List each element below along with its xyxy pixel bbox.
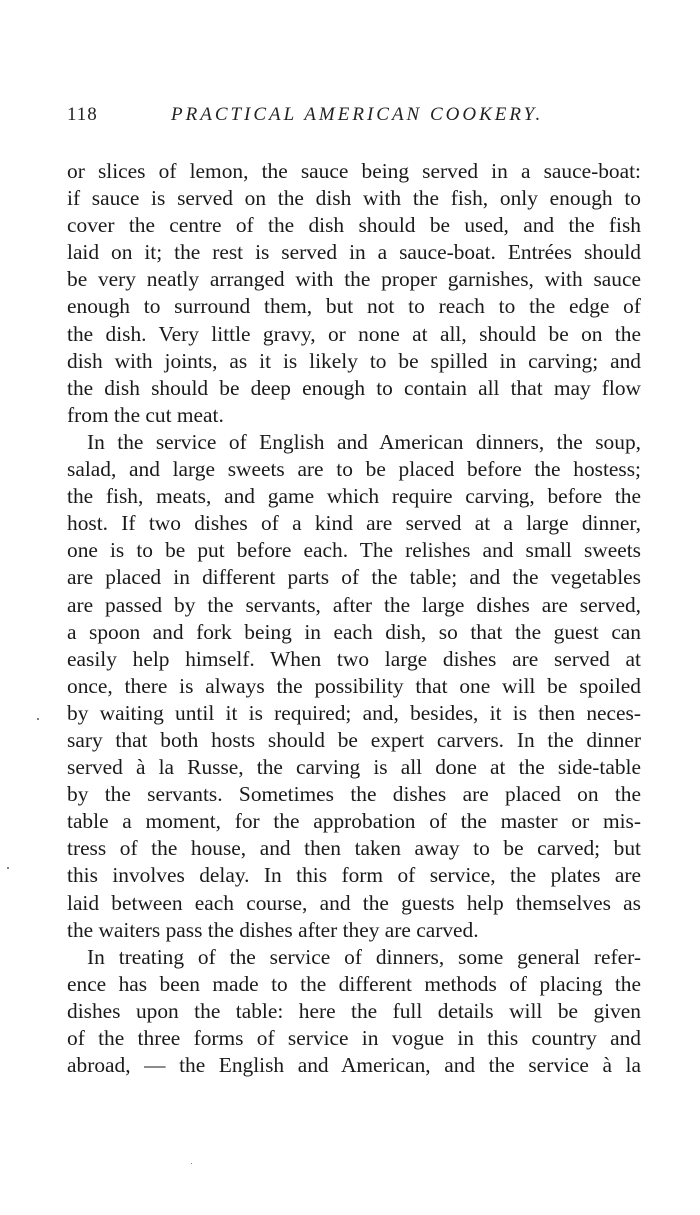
text-line: one is to be put before each. The relishes and small sweets [67,538,641,563]
text-line: ence has been made to the different methods of placing the [67,971,641,996]
text-line: host. If two dishes of a kind are served at a large dinner, [67,511,641,536]
text-line: cover the centre of the dish should be used, and the fish [67,213,641,238]
text-line: the dish. Very little gravy, or none at all, should be on the [67,321,641,346]
body-text [67,158,641,1079]
running-head [67,104,641,132]
text-line: the waiters pass the dishes after they are carved. [67,917,479,942]
text-line: this involves delay. In this form of service, the plates are [67,863,641,888]
book-page [67,104,641,1079]
text-line: dishes upon the table: here the full details will be given [67,998,641,1023]
text-line: from the cut meat. [67,402,224,427]
text-line: if sauce is served on the dish with the fish, only enough to [67,186,641,211]
text-line: laid on it; the rest is served in a sauce-boat. Entrées should [67,240,641,265]
text-line: table a moment, for the approbation of the master or mis- [67,809,641,834]
text-line: of the three forms of service in vogue in this country and [67,1026,641,1050]
text-line: are placed in different parts of the table; and the vegetables [67,565,641,590]
text-line: abroad, — the English and American, and the service à la [67,1053,641,1078]
margin-speck [7,867,9,869]
margin-speck [191,1163,192,1164]
text-line: once, there is always the possibility that one will be spoiled [67,673,641,698]
text-line: easily help himself. When two large dishes are served at [67,646,641,671]
text-line: In the service of English and American dinners, the soup, [87,429,641,454]
text-line: laid between each course, and the guests help themselves as [67,890,641,915]
text-line: by waiting until it is required; and, besides, it is then neces- [67,700,641,725]
text-line: salad, and large sweets are to be placed before the hostess; [67,457,641,482]
text-line: tress of the house, and then taken away to be carved; but [67,836,641,861]
page-number: 118 [67,104,98,125]
text-line: dish with joints, as it is likely to be spilled in carving; and [67,348,641,373]
margin-speck [37,718,39,720]
text-line: served à la Russe, the carving is all done at the side-table [67,755,641,780]
text-line: In treating of the service of dinners, some general refer- [87,944,641,969]
text-line: a spoon and fork being in each dish, so that the guest can [67,619,641,644]
text-line: enough to surround them, but not to reach to the edge of [67,294,641,319]
text-line: or slices of lemon, the sauce being served in a sauce-boat: [67,159,641,183]
text-line: sary that both hosts should be expert carvers. In the dinner [67,727,641,752]
text-line: the fish, meats, and game which require carving, before the [67,484,641,509]
text-line: be very neatly arranged with the proper garnishes, with sauce [67,267,641,292]
running-title: PRACTICAL AMERICAN COOKERY. [171,104,544,125]
text-line: by the servants. Sometimes the dishes are placed on the [67,782,641,807]
text-line: are passed by the servants, after the large dishes are served, [67,592,641,617]
text-line: the dish should be deep enough to contain all that may flow [67,375,641,400]
